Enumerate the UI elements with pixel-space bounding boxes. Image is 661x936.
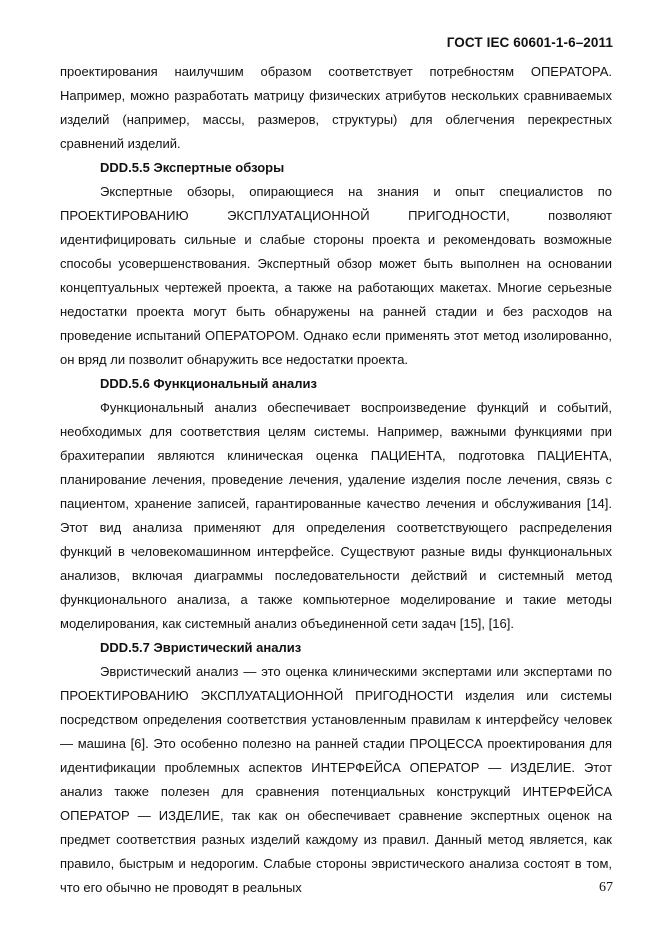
paragraph-heuristic-analysis: Эвристический анализ — это оценка клиническими экспертами или экспертами по ПРОЕКТИРОВАНИЮ ЭКСПЛУАТАЦИОННОЙ ПРИГОДНОСТИ изделия или системы посредством определения соответствия установленным правилам к интерфейсу человек — машина [6]. Это особенно полезно на ранней стадии ПРОЦЕССА проектирования для идентификации проблемных аспектов ИНТЕРФЕЙСА ОПЕРАТОР — ИЗДЕЛИЕ. Этот анализ также полезен для сравнения потенциальных конструкций ИНТЕРФЕЙСА ОПЕРАТОР — ИЗДЕЛИЕ, так как он обеспечивает сравнение экспертных оценок на предмет соответствия разных изделий каждому из правил. Данный метод является, как правило, быстрым и недорогим. Слабые стороны эвристического анализа состоят в том, что его обычно не проводят в реальных: [60, 664, 612, 895]
section-heading-ddd-5-5: DDD.5.5 Экспертные обзоры: [100, 160, 285, 175]
document-body: [60, 60, 612, 900]
paragraph-functional-analysis: Функциональный анализ обеспечивает воспроизведение функций и событий, необходимых для соответствия целям системы. Например, важными функциями при брахитерапии являются клиническая оценка ПАЦИЕНТА, подготовка ПАЦИЕНТА, планирование лечения, проведение лечения, удаление изделия после лечения, связь с пациентом, хранение записей, гарантированные качество лечения и обслуживания [14]. Этот вид анализа применяют для определения соответствующего распределения функций в человекомашинном интерфейсе. Существуют разные виды функциональных анализов, включая диаграммы последовательности действий и системный метод функционального анализа, а также компьютерное моделирование и такие методы моделирования, как системный анализ объединенной сети задач [15], [16].: [60, 400, 612, 631]
page-number: 67: [599, 880, 613, 895]
document-header: ГОСТ IEC 60601-1-6–2011: [446, 35, 613, 50]
section-heading-ddd-5-7: DDD.5.7 Эвристический анализ: [100, 640, 302, 655]
paragraph-expert-reviews: Экспертные обзоры, опирающиеся на знания и опыт специалистов по ПРОЕКТИРОВАНИЮ ЭКСПЛУАТАЦИОННОЙ ПРИГОДНОСТИ, позволяют идентифицировать сильные и слабые стороны проекта и рекомендовать возможные способы усовершенствования. Экспертный обзор может быть выполнен на основании концептуальных чертежей проекта, а также на работающих макетах. Многие серьезные недостатки проекта могут быть обнаружены на ранней стадии и без расходов на проведение испытаний ОПЕРАТОРОМ. Однако если применять этот метод изолированно, он вряд ли позволит обнаружить все недостатки проекта.: [60, 184, 612, 367]
section-heading-ddd-5-6: DDD.5.6 Функциональный анализ: [100, 376, 317, 391]
paragraph-intro: проектирования наилучшим образом соответствует потребностям ОПЕРАТОРА. Например, можно разработать матрицу физических атрибутов нескольких сравниваемых изделий (например, массы, размеров, структуры) для облегчения перекрестных сравнений изделий.: [60, 64, 612, 151]
